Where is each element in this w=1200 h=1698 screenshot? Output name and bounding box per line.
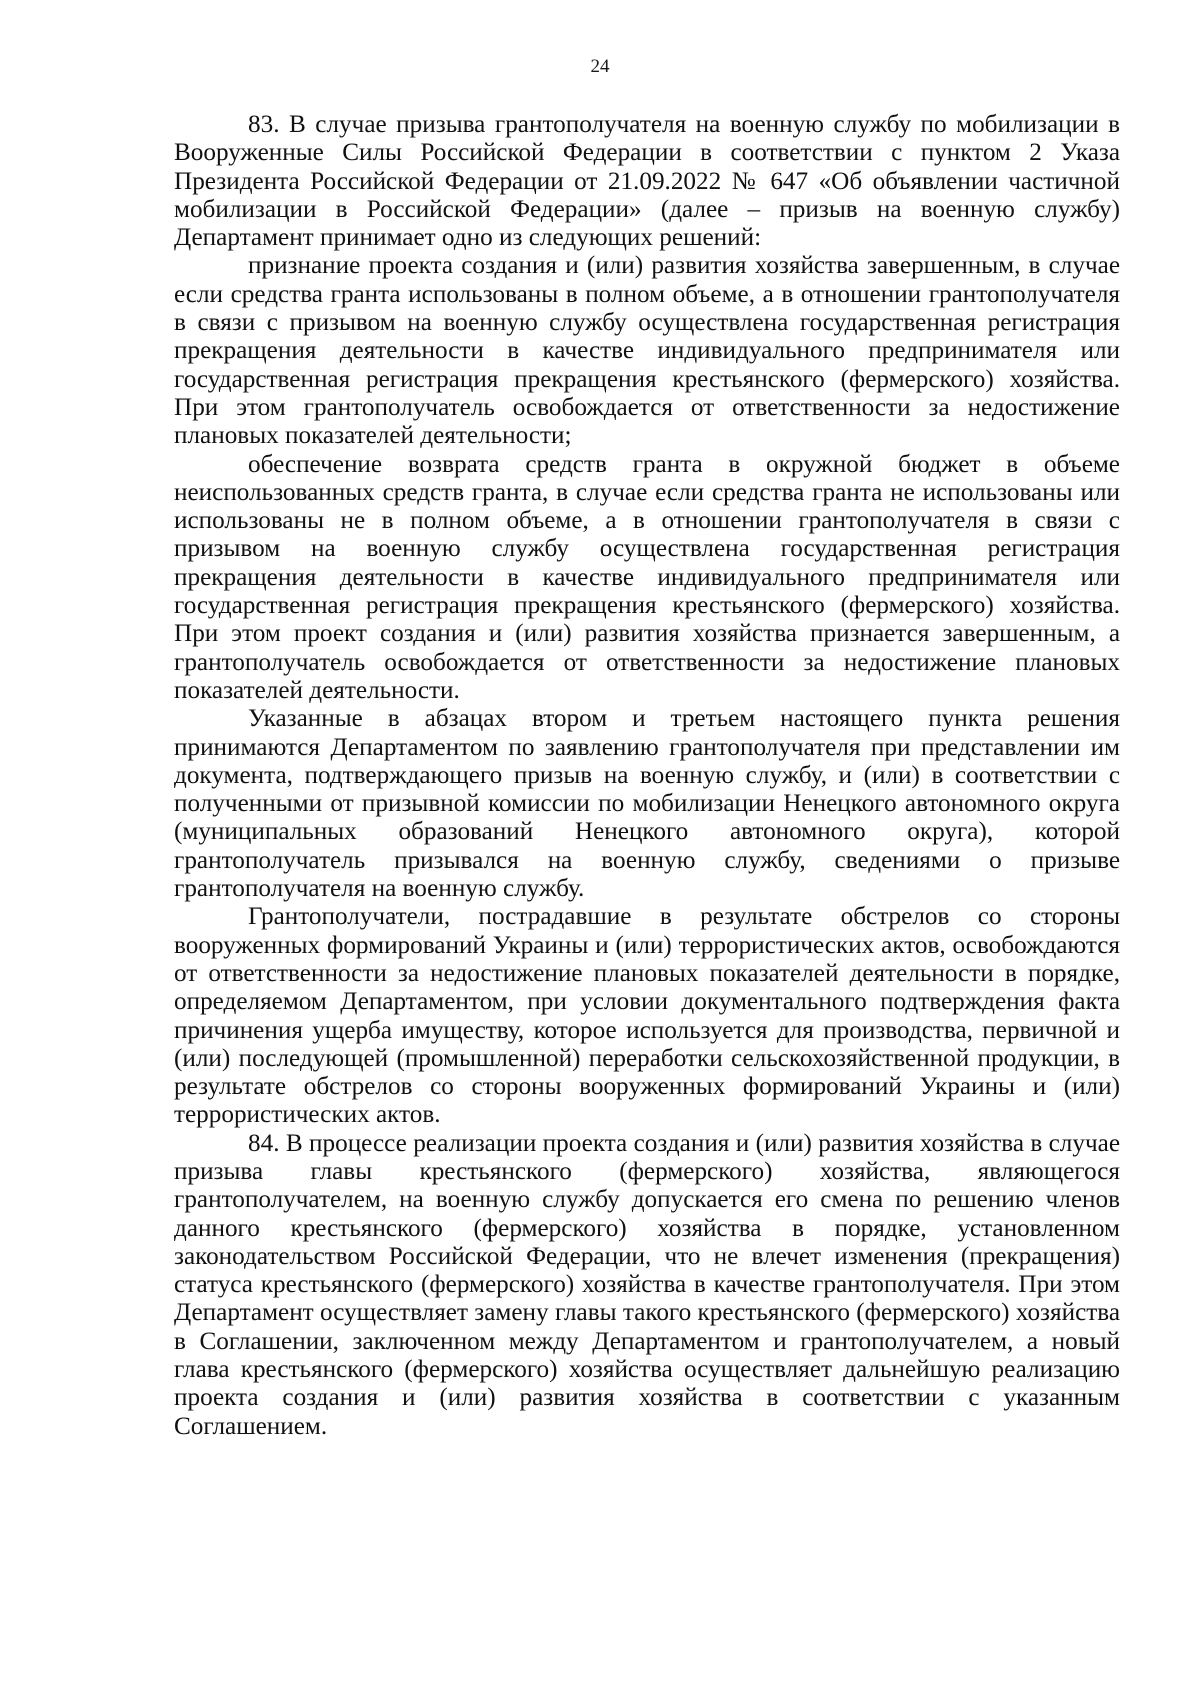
paragraph-83: 83. В случае призыва грантополучателя на военную службу по мобилизации в Вооруженные Силы Российской Федерации в соответствии с пунктом 2 Указа Президента Российской Федерации от 21.09.2022 № 647 «Об объявлении частичной мобилизации в Российской Федерации» (далее – призыв на военную службу) Департамент принимает одно из следующих решений: xyxy=(174,111,1120,252)
paragraph-decision-2: обеспечение возврата средств гранта в окружной бюджет в объеме неиспользованных средств гранта, в случае если средства гранта не использованы или использованы не в полном объеме, а в отношении грантополучателя в связи с призывом на военную службу осуществлена государственная регистрация прекращения деятельности в качестве индивидуального предпринимателя или государственная регистрация прекращения крестьянского (фермерского) хозяйства. При этом проект создания и (или) развития хозяйства признается завершенным, а грантополучатель освобождается от ответственности за недостижение плановых показателей деятельности. xyxy=(174,450,1120,704)
page-number: 24 xyxy=(590,56,610,77)
paragraph-decisions-basis: Указанные в абзацах втором и третьем настоящего пункта решения принимаются Департаментом по заявлению грантополучателя при представлении им документа, подтверждающего призыв на военную службу, и (или) в соответствии с полученными от призывной комиссии по мобилизации Ненецкого автономного округа (муниципальных образований Ненецкого автономного округа), которой грантополучатель призывался на военную службу, сведениями о призыве грантополучателя на военную службу. xyxy=(174,705,1120,903)
paragraph-84: 84. В процессе реализации проекта создания и (или) развития хозяйства в случае призыва главы крестьянского (фермерского) хозяйства, являющегося грантополучателем, на военную службу допускается его смена по решению членов данного крестьянского (фермерского) хозяйства в порядке, установленном законодательством Российской Федерации, что не влечет изменения (прекращения) статуса крестьянского (фермерского) хозяйства в качестве грантополучателя. При этом Департамент осуществляет замену главы такого крестьянского (фермерского) хозяйства в Соглашении, заключенном между Департаментом и грантополучателем, а новый глава крестьянского (фермерского) хозяйства осуществляет дальнейшую реализацию проекта создания и (или) развития хозяйства в соответствии с указанным Соглашением. xyxy=(174,1129,1120,1440)
paragraph-decision-1: признание проекта создания и (или) развития хозяйства завершенным, в случае если средства гранта использованы в полном объеме, а в отношении грантополучателя в связи с призывом на военную службу осуществлена государственная регистрация прекращения деятельности в качестве индивидуального предпринимателя или государственная регистрация прекращения крестьянского (фермерского) хозяйства. При этом грантополучатель освобождается от ответственности за недостижение плановых показателей деятельности; xyxy=(174,252,1120,450)
paragraph-shelling-victims: Грантополучатели, пострадавшие в результате обстрелов со стороны вооруженных формирований Украины и (или) террористических актов, освобождаются от ответственности за недостижение плановых показателей деятельности в порядке, определяемом Департаментом, при условии документального подтверждения факта причинения ущерба имуществу, которое используется для производства, первичной и (или) последующей (промышленной) переработки сельскохозяйственной продукции, в результате обстрелов со стороны вооруженных формирований Украины и (или) террористических актов. xyxy=(174,903,1120,1129)
document-body xyxy=(174,111,1120,1441)
